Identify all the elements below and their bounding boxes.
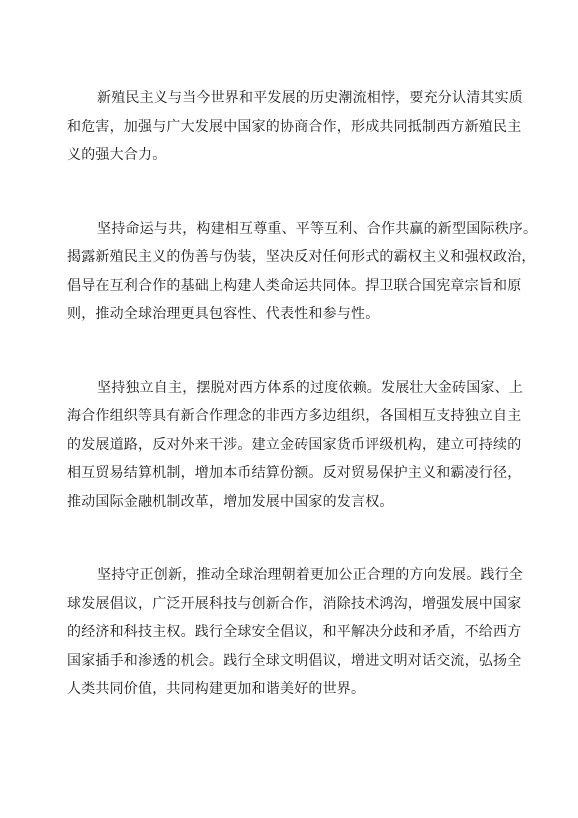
paragraph-line: 球发展倡议，广泛开展科技与创新合作，消除技术鸿沟，增强发展中国家 bbox=[67, 595, 522, 612]
paragraph-line: 人类共同价值，共同构建更加和谐美好的世界。 bbox=[67, 681, 366, 697]
paragraph-line: 义的强大合力。 bbox=[67, 147, 167, 163]
paragraph-line: 倡导在互利合作的基础上构建人类命运共同体。捍卫联合国宪章宗旨和原 bbox=[67, 277, 522, 294]
paragraph-line: 则，推动全球治理更具包容性、代表性和参与性。 bbox=[67, 306, 380, 322]
paragraph-line: 推动国际金融机制改革，增加发展中国家的发言权。 bbox=[67, 493, 394, 510]
paragraph-1 bbox=[67, 84, 523, 170]
paragraph-line: 新殖民主义与当今世界和平发展的历史潮流相悖，要充分认清其实质 bbox=[97, 90, 523, 106]
document-body bbox=[67, 84, 538, 749]
paragraph-line: 的经济和科技主权。践行全球安全倡议，和平解决分歧和矛盾，不给西方 bbox=[67, 624, 522, 640]
paragraph-4 bbox=[67, 561, 523, 704]
paragraph-line: 坚持守正创新，推动全球治理朝着更加公正合理的方向发展。践行全 bbox=[97, 567, 523, 583]
paragraph-line: 海合作组织等具有新合作理念的非西方多边组织，各国相互支持独立自主 bbox=[67, 408, 522, 424]
paragraph-line: 坚持命运与共，构建相互尊重、平等互利、合作共赢的新型国际秩序。 bbox=[97, 220, 538, 237]
paragraph-2 bbox=[67, 215, 538, 329]
paragraph-line: 的发展道路，反对外来干涉。建立金砖国家货币评级机构，建立可持续的 bbox=[67, 436, 522, 453]
paragraph-line: 相互贸易结算机制，增加本币结算份额。反对贸易保护主义和霸凌行径， bbox=[67, 465, 522, 481]
paragraph-line: 国家插手和渗透的机会。践行全球文明倡议，增进文明对话交流，弘扬全 bbox=[67, 652, 522, 669]
paragraph-3 bbox=[67, 374, 523, 517]
paragraph-line: 和危害，加强与广大发展中国家的协商合作，形成共同抵制西方新殖民主 bbox=[67, 118, 522, 135]
paragraph-line: 坚持独立自主，摆脱对西方体系的过度依赖。发展壮大金砖国家、上 bbox=[97, 379, 523, 396]
paragraph-line: 揭露新殖民主义的伪善与伪装，坚决反对任何形式的霸权主义和强权政治， bbox=[67, 249, 536, 265]
